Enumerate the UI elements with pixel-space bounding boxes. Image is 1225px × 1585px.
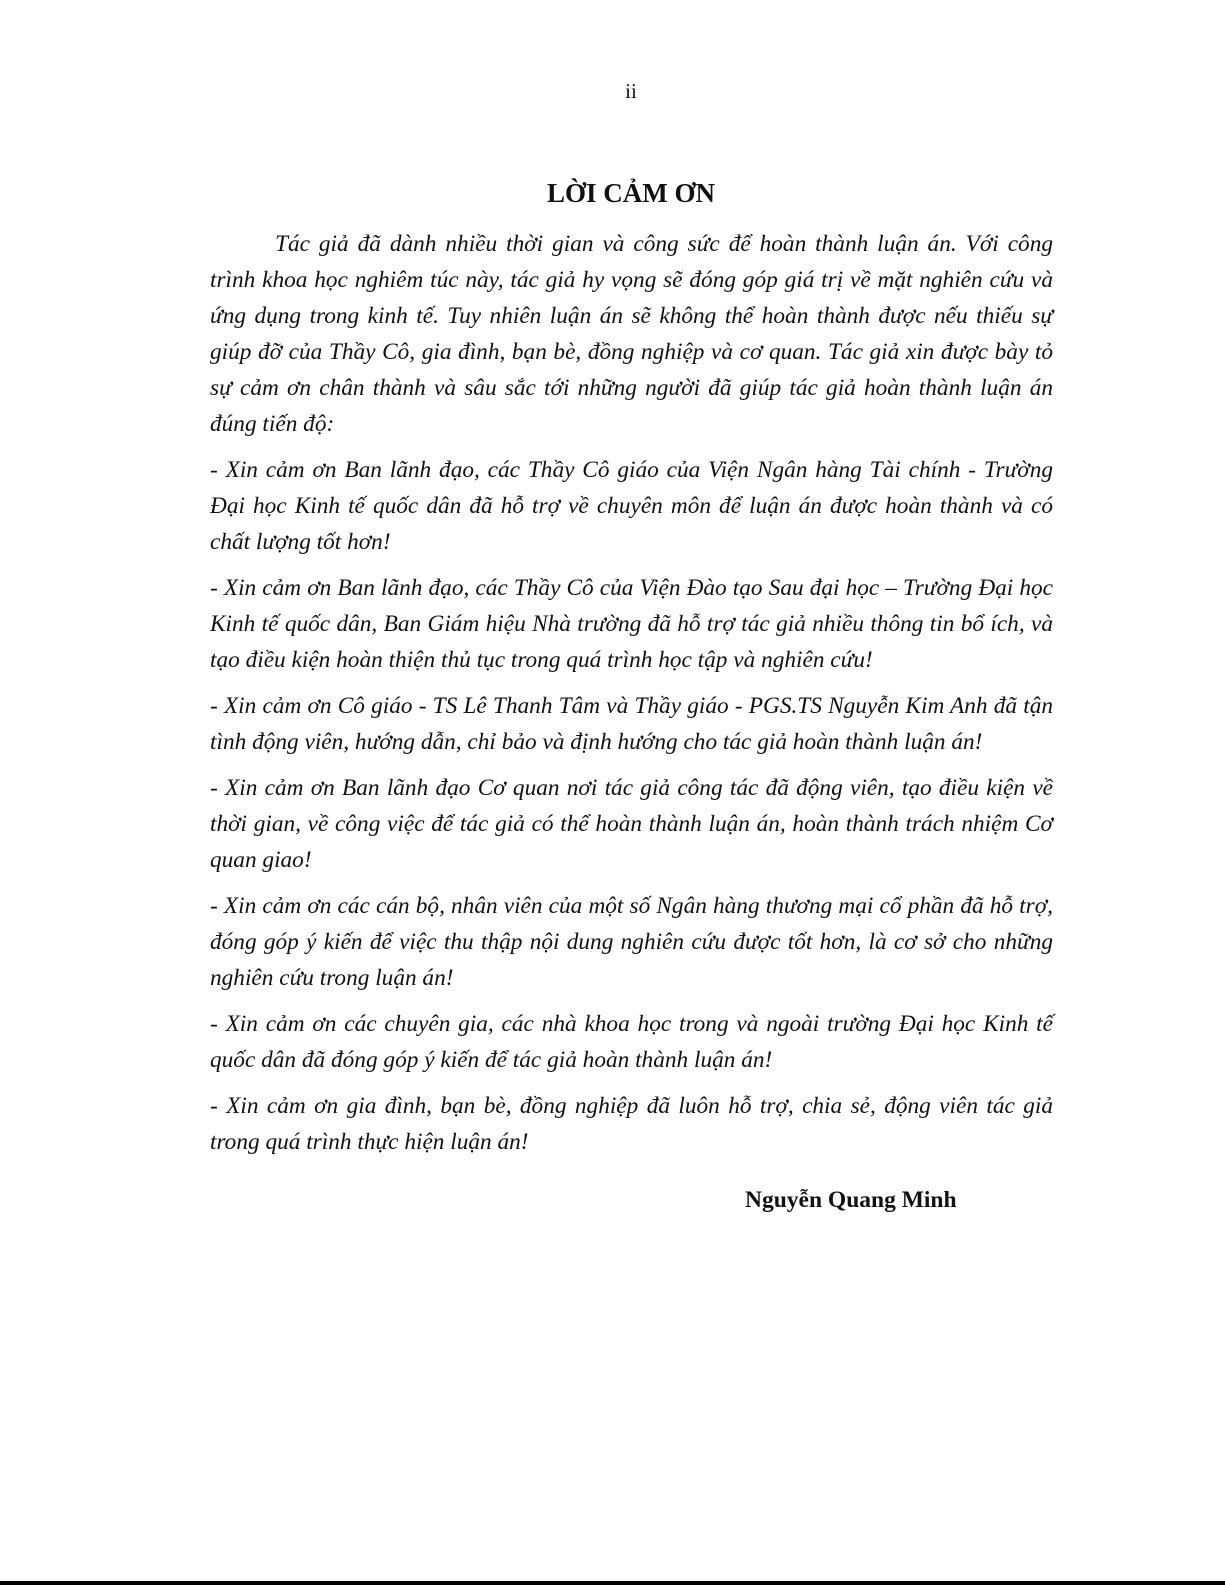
thanks-item-family: - Xin cảm ơn gia đình, bạn bè, đồng nghiệp đã luôn hỗ trợ, chia sẻ, động viên tác giả trong quá trình thực hiện luận án!	[210, 1093, 1053, 1155]
page-title: LỜI CẢM ƠN	[547, 178, 715, 208]
intro-paragraph: Tác giả đã dành nhiều thời gian và công sức để hoàn thành luận án. Với công trình khoa học nghiêm túc này, tác giả hy vọng sẽ đóng góp giá trị về mặt nghiên cứu và ứng dụng trong kinh tế. Tuy nhiên luận án sẽ không thể hoàn thành được nếu thiếu sự giúp đỡ của Thầy Cô, gia đình, bạn bè, đồng nghiệp và cơ quan. Tác giả xin được bày tỏ sự cảm ơn chân thành và sâu sắc tới những người đã giúp tác giả hoàn thành luận án đúng tiến độ:	[210, 231, 1053, 437]
thanks-item-supervisors: - Xin cảm ơn Cô giáo - TS Lê Thanh Tâm và Thầy giáo - PGS.TS Nguyễn Kim Anh đã tận tình động viên, hướng dẫn, chỉ bảo và định hướng cho tác giả hoàn thành luận án!	[210, 693, 1053, 755]
author-signature: Nguyễn Quang Minh	[745, 1187, 957, 1213]
thanks-item-graduate-institute: - Xin cảm ơn Ban lãnh đạo, các Thầy Cô của Viện Đào tạo Sau đại học – Trường Đại học Kinh tế quốc dân, Ban Giám hiệu Nhà trường đã hỗ trợ tác giả nhiều thông tin bổ ích, và tạo điều kiện hoàn thiện thủ tục trong quá trình học tập và nghiên cứu!	[210, 575, 1053, 673]
page-number: ii	[625, 79, 637, 103]
bottom-divider	[0, 1581, 1225, 1585]
thanks-item-workplace: - Xin cảm ơn Ban lãnh đạo Cơ quan nơi tác giả công tác đã động viên, tạo điều kiện về thời gian, về công việc để tác giả có thể hoàn thành luận án, hoàn thành trách nhiệm Cơ quan giao!	[210, 775, 1053, 873]
thanks-item-experts: - Xin cảm ơn các chuyên gia, các nhà khoa học trong và ngoài trường Đại học Kinh tế quốc dân đã đóng góp ý kiến để tác giả hoàn thành luận án!	[210, 1011, 1053, 1073]
thanks-item-banks: - Xin cảm ơn các cán bộ, nhân viên của một số Ngân hàng thương mại cổ phần đã hỗ trợ, đóng góp ý kiến để việc thu thập nội dung nghiên cứu được tốt hơn, là cơ sở cho những nghiên cứu trong luận án!	[210, 893, 1053, 991]
acknowledgement-body	[210, 226, 1053, 1160]
thanks-item-banking-institute: - Xin cảm ơn Ban lãnh đạo, các Thầy Cô giáo của Viện Ngân hàng Tài chính - Trường Đại học Kinh tế quốc dân đã hỗ trợ về chuyên môn để luận án được hoàn thành và có chất lượng tốt hơn!	[210, 457, 1053, 555]
